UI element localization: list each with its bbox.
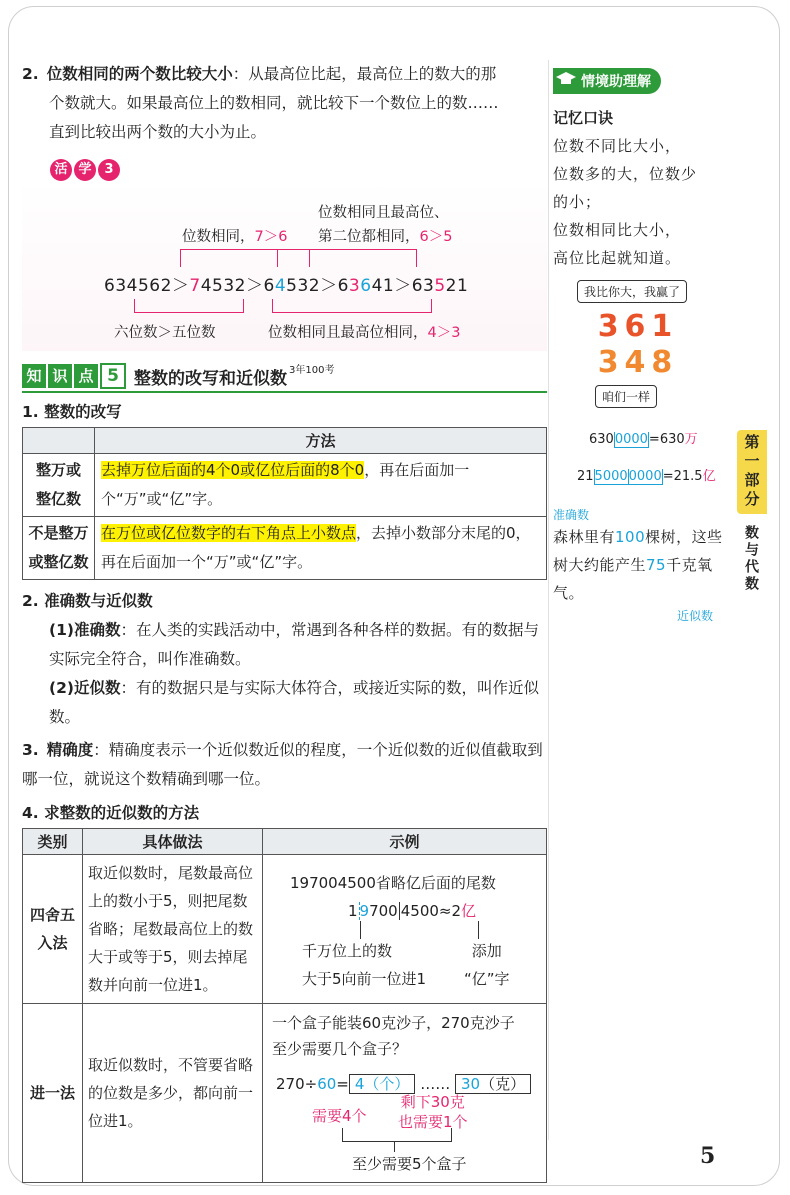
kp-char: 点: [74, 364, 98, 388]
example-equation: 1 9700 4500≈2亿: [348, 902, 477, 920]
main-column: [22, 60, 547, 1183]
row-label: 四舍五 入法: [23, 855, 83, 1004]
row-label: 进一法: [23, 1004, 83, 1183]
graduation-cap-icon: [555, 71, 577, 87]
item-number: 2.: [22, 65, 39, 83]
row-method: 在万位或亿位数字的右下角点上小数点，去掉小数部分末尾的0，再在后面加一个“万”或“亿”字。: [95, 517, 547, 580]
bracket-bottom-1: [134, 299, 244, 313]
row-label: 不是整万 或整亿数: [23, 517, 95, 580]
table-header-category: 类别: [23, 829, 83, 855]
note-2: 添加 “亿”字: [464, 942, 510, 988]
paragraph-line: 个数就大。如果最高位上的数相同，就比较下一个数位上的数……: [49, 94, 499, 112]
precision-paragraph: 3. 精确度：精确度表示一个近似数近似的程度，一个近似数的近似值截取到哪一位，就说这个数精确到哪一位。: [22, 741, 543, 788]
row-example: [263, 855, 547, 1004]
forest-story: 森林里有100棵树，这些树大约能产生75千克氧气。: [553, 528, 723, 602]
rhyme-line: 高位比起就知道。: [553, 249, 682, 267]
knowledge-point-header: [22, 361, 547, 393]
note-1: 千万位上的数 大于5向前一位进1: [302, 942, 427, 988]
table-header-example: 示例: [263, 829, 547, 855]
section-subtitle: 数与代数: [743, 525, 759, 593]
memory-rhyme-heading: 记忆口诀: [553, 109, 614, 127]
table-header-method: 具体做法: [83, 829, 263, 855]
side-column: [553, 68, 733, 624]
item-text: ：从最高位比起，最高位上的数大的那: [232, 65, 497, 83]
section-heading-4: 4. 求整数的近似数的方法: [22, 804, 200, 822]
kp-char: 知: [22, 364, 46, 388]
exact-number-paragraph: (1)准确数：在人类的实践活动中，常遇到各种各样的数据。有的数据与实际完全符合，叫作准确数。: [49, 621, 539, 668]
rhyme-line: 位数不同比大小，: [553, 137, 682, 155]
comparison-chain: 634562＞74532＞64532＞63641＞63521: [104, 276, 469, 296]
example-equation: 270÷60= 4（个） …… 30（克）: [276, 1070, 531, 1098]
rewrite-example-1: 6300000=630万: [589, 432, 698, 447]
annotation-bottom-2: 位数相同且最高位相同，4＞3: [268, 325, 461, 341]
section-heading-1: 1. 整数的改写: [22, 403, 122, 421]
bracket-bottom-2: [272, 299, 432, 313]
paragraph-compare-same-digits: [22, 60, 547, 89]
section-heading-2: 2. 准确数与近似数: [22, 592, 153, 610]
row-example: [263, 1004, 547, 1183]
row-method: 取近似数时，不管要省略的位数是多少，都向前一位进1。: [83, 1004, 263, 1183]
kp-number: 5: [100, 363, 126, 389]
approx-number-paragraph: (2)近似数：有的数据只是与实际大体符合，或接近实际的数，叫作近似数。: [49, 679, 539, 726]
row-method: 去掉万位后面的4个0或亿位后面的8个0，再在后面加一个“万”或“亿”字。: [95, 454, 547, 517]
annotation-top-2b: 第二位都相同，6＞5: [318, 229, 453, 245]
column-divider: [548, 60, 549, 1140]
row-method: 取近似数时，尾数最高位上的数小于5，则把尾数省略；尾数最高位上的数大于或等于5，则去掉尾数并向前一位进1。: [83, 855, 263, 1004]
example-question: 一个盒子能装60克沙子，270克沙子 至少需要几个盒子？: [272, 1014, 515, 1058]
approx-number-label: 近似数: [677, 609, 714, 623]
table-row: [23, 1004, 547, 1183]
bracket-top-2: [277, 249, 417, 267]
example-line: 197004500省略亿后面的尾数: [290, 874, 496, 892]
table-row: [23, 454, 547, 517]
rewrite-table: [22, 427, 547, 580]
annotation-top-2a: 位数相同且最高位、: [318, 205, 449, 221]
item-heading: 位数相同的两个数比较大小: [46, 65, 233, 83]
rhyme-line: 位数相同比大小，: [553, 221, 682, 239]
rewrite-example-2: 2150000000=21.5亿: [577, 469, 716, 484]
kp-frequency: 3年100考: [289, 364, 335, 376]
speech-bubble-same: 咱们一样: [595, 385, 657, 408]
kp-title: 整数的改写和近似数: [134, 368, 287, 389]
tag-char: 活: [50, 159, 72, 181]
kp-char: 识: [48, 364, 72, 388]
remainder-label: 剩下30克 也需要1个: [398, 1093, 468, 1131]
approx-method-table: [22, 828, 547, 1183]
paragraph-line: 直到比较出两个数的大小为止。: [49, 123, 267, 141]
number-figures-top: 361: [597, 309, 679, 344]
speech-bubble-bigger: 我比你大，我赢了: [577, 280, 687, 303]
section-tab: 第一部分: [737, 430, 767, 514]
huoxue-tag: [50, 159, 120, 181]
table-header-method: 方法: [95, 428, 547, 454]
page-number: 5: [700, 1143, 716, 1169]
table-row: [23, 517, 547, 580]
tag-char: 学: [74, 159, 96, 181]
table-row: [23, 855, 547, 1004]
annotation-top-1: 位数相同，7＞6: [182, 229, 288, 245]
table-header-blank: [23, 428, 95, 454]
example-3-diagram: [22, 181, 547, 351]
row-label: 整万或 整亿数: [23, 454, 95, 517]
side-title-badge: 情境助理解: [553, 68, 661, 94]
number-figures-bottom: 348: [597, 345, 679, 380]
exact-number-label: 准确数: [553, 508, 590, 522]
annotation-bottom-1: 六位数＞五位数: [114, 325, 216, 341]
need-4-label: 需要4个: [312, 1107, 367, 1125]
tag-char: 3: [98, 159, 120, 181]
conclusion: 至少需要5个盒子: [352, 1155, 467, 1173]
rhyme-line: 的小；: [553, 193, 602, 211]
rhyme-line: 位数多的大，位数少: [553, 165, 698, 183]
